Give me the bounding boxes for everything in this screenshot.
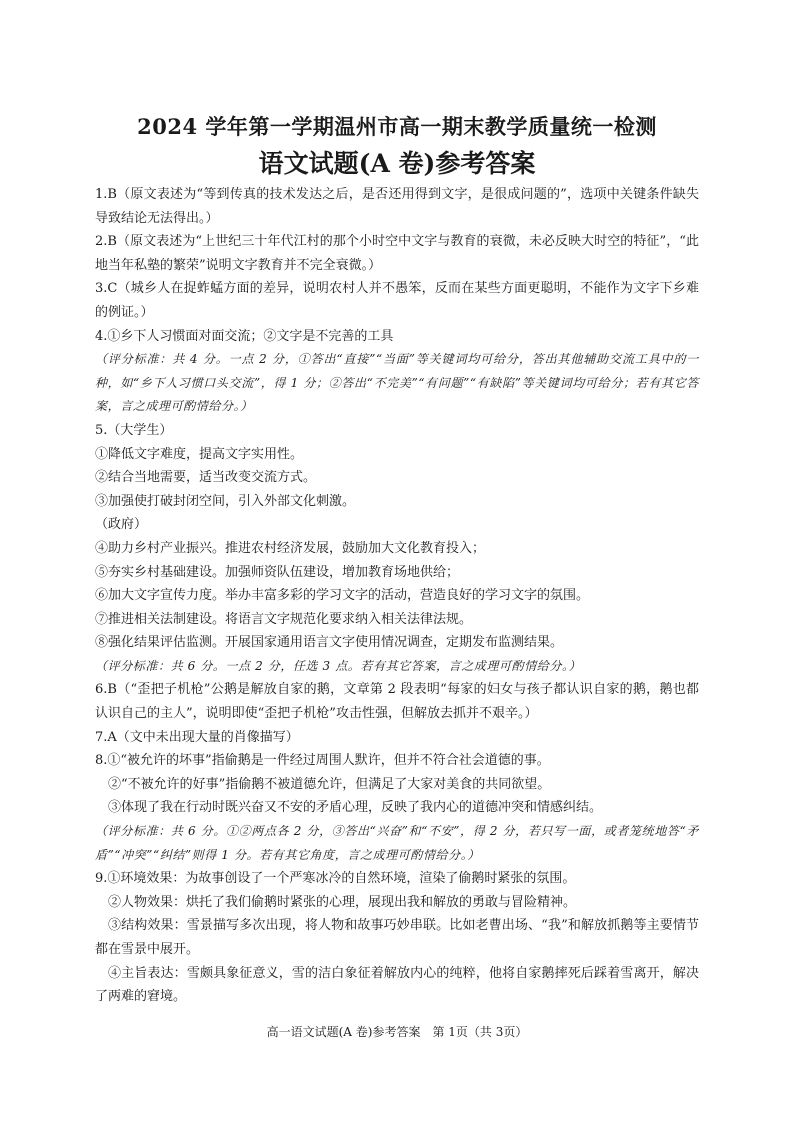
- answer-q5-point-8: ⑧强化结果评估监测。开展国家通用语言文字使用情况调查，定期发布监测结果。: [95, 635, 564, 651]
- page-footer: 高一语文试题(A 卷)参考答案 第 1页（共 3页）: [266, 1025, 528, 1039]
- answer-q5-point-2: ②结合当地需要，适当改变交流方式。: [95, 470, 317, 486]
- answer-q1: 1.B（原文表述为“等到传真的技术发达之后，是否还用得到文字，是很成问题的”，选项中关键条件缺失导致结论无法得出。）: [95, 187, 699, 226]
- answer-q5-gov-head: （政府）: [95, 517, 148, 533]
- answer-q9-point-1: 9.①环境效果：为故事创设了一个严寒冰冷的自然环境，渲染了偷鹅时紧张的氛围。: [95, 871, 576, 887]
- answer-q5-point-1: ①降低文字难度，提高文字实用性。: [95, 446, 304, 462]
- answer-q3: 3.C（城乡人在捉蚱蜢方面的差异，说明农村人并不愚笨，反而在某些方面更聪明，不能作为文字下乡难的例证。）: [95, 281, 699, 320]
- answer-q8-point-1: 8.①“被允许的坏事”指偷鹅是一件经过周围人默许，但并不符合社会道德的事。: [95, 753, 550, 769]
- answer-key-title: 语文试题(A 卷)参考答案: [258, 149, 536, 178]
- grading-q8: （评分标准：共 6 分。①②两点各 2 分，③答出“兴奋”和“不安”，得 2 分，若只写一面，或者笼统地答“矛盾”“冲突”“纠结”则得 1 分。若有其它角度，言之成理可酌情给分。）: [95, 824, 699, 862]
- answer-q9-point-2: ②人物效果：烘托了我们偷鹅时紧张的心理，展现出我和解放的勇敢与冒险精神。: [108, 894, 577, 910]
- answer-q5-head: 5.（大学生）: [95, 422, 173, 438]
- answer-q6: 6.B（“歪把子机枪”公鹅是解放自家的鹅，文章第 2 段表明“每家的妇女与孩子都认识自家的鹅，鹅也都认识自己的主人”，说明即使“歪把子机枪”攻击性强，但解放去抓并不艰辛。）: [95, 682, 699, 722]
- answer-q4: 4.①乡下人习惯面对面交流；②文字是不完善的工具: [95, 328, 394, 344]
- answer-q5-point-7: ⑦推进相关法制建设。将语言文字规范化要求纳入相关法律法规。: [95, 611, 473, 627]
- answer-q5-point-3: ③加强使打破封闭空间，引入外部文化刺激。: [95, 493, 356, 509]
- answer-q8-point-2: ②“不被允许的好事”指偷鹅不被道德允许，但满足了大家对美食的共同欲望。: [108, 776, 551, 792]
- answer-q8-point-3: ③体现了我在行动时既兴奋又不安的矛盾心理，反映了我内心的道德冲突和情感纠结。: [108, 800, 603, 816]
- answer-q2: 2.B（原文表述为“上世纪三十年代江村的那个小时空中文字与教育的衰微，未必反映大时空的特征”，“此地当年私塾的繁荣”说明文字教育并不完全衰微。）: [95, 234, 699, 273]
- answer-q5-point-5: ⑤夯实乡村基础建设。加强师资队伍建设，增加教育场地供给；: [95, 564, 460, 580]
- answer-q5-point-6: ⑥加大文字宣传力度。举办丰富多彩的学习文字的活动，营造良好的学习文字的氛围。: [95, 588, 590, 604]
- answer-q7: 7.A（文中未出现大量的肖像描写）: [95, 729, 299, 745]
- exam-title: 2024 学年第一学期温州市高一期末教学质量统一检测: [137, 114, 657, 139]
- grading-q5: （评分标准：共 6 分。一点 2 分，任选 3 点。若有其它答案，言之成理可酌情给分。）: [95, 658, 582, 673]
- answer-q9-point-4: ④主旨表达：雪颇具象征意义，雪的洁白象征着解放内心的纯粹，他将自家鹅摔死后踩着雪离开，解决了两难的窘境。: [95, 965, 699, 1005]
- grading-q4: （评分标准：共 4 分。一点 2 分，①答出“直接”“当面”等关键词均可给分，答出其他辅助交流工具中的一种，如“乡下人习惯口头交流”，得 1 分；②答出“不完美”“有问题”“有缺陷”等关键词均可给分；若有其它答案，言之成理可酌情给分。）: [95, 352, 699, 414]
- answer-body: [95, 183, 699, 1009]
- answer-q5-point-4: ④助力乡村产业振兴。推进农村经济发展，鼓励加大文化教育投入；: [95, 540, 486, 556]
- answer-q9-point-3: ③结构效果：雪景描写多次出现，将人物和故事巧妙串联。比如老曹出场、“我”和解放抓鹅等主要情节都在雪景中展开。: [95, 918, 699, 957]
